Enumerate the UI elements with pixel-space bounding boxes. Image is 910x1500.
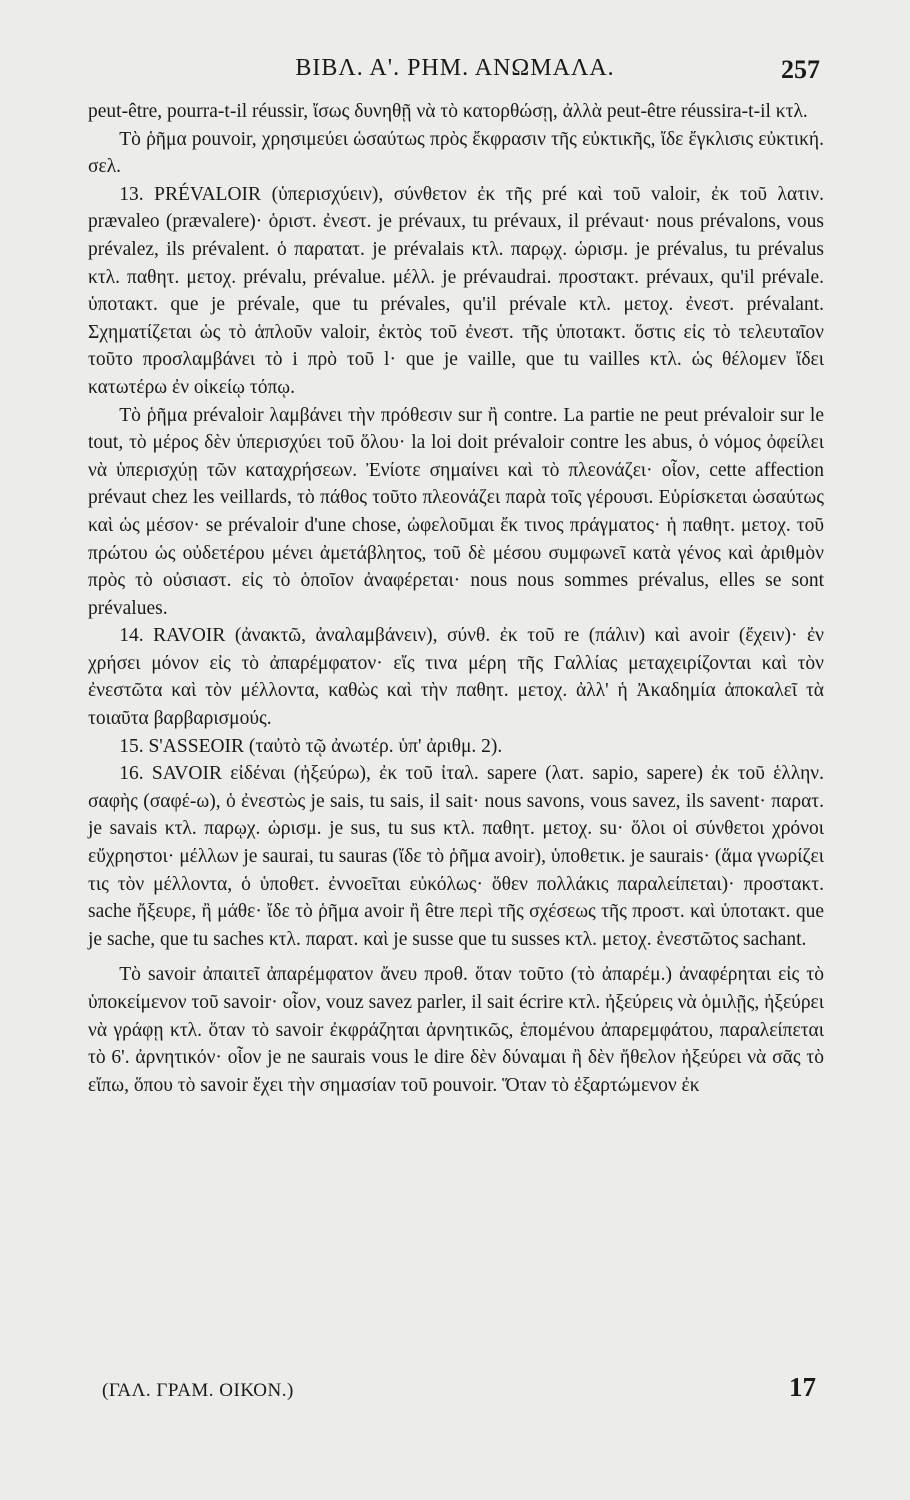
body-text: [88, 98, 824, 1099]
paragraph-entry-16-savoir: 16. SAVOIR εἰδέναι (ἠξεύρω), ἐκ τοῦ ἰταλ. sapere (λατ. sapio, sapere) ἐκ τοῦ ἑλλην. σαφὴς (σαφέ-ω), ὁ ἐνεστὼς je sais, tu sais, il sait· nous savons, vous savez, ils savent· παρατ. je savais κτλ. παρῳχ. ὡρισμ. je sus, tu sus κτλ. παθητ. μετοχ. su· ὅλοι οἱ σύνθετοι χρόνοι εὔχρηστοι· μέλλων je saurai, tu sauras (ἴδε τὸ ῥῆμα avoir), ὑποθετικ. je saurais· (ἅμα γνωρίζει τις τὸν μέλλοντα, ὁ ὑποθετ. ἐννοεῖται εὐκόλως· ὅθεν πολλάκις παραλείπεται)· προστακτ. sache ἤξευρε, ἢ μάθε· ἴδε τὸ ῥῆμα avoir ἢ être περὶ τῆς σχέσεως τῆς προστ. καὶ ὑποτακτ. que je sache, que tu saches κτλ. παρατ. καὶ je susse que tu susses κτλ. μετοχ. ἐνεστῶτος sachant.: [88, 763, 824, 950]
paragraph-savoir-usage: Τὸ savoir ἀπαιτεῖ ἀπαρέμφατον ἄνευ προθ. ὅταν τοῦτο (τὸ ἀπαρέμ.) ἀναφέρηται εἰς τὸ ὑποκείμενον τοῦ savoir· οἷον, vouz savez parler, il sait écrire κτλ. ἠξεύρεις νὰ ὁμιλῇς, ἠξεύρει νὰ γράφῃ κτλ. ὅταν τὸ savoir ἐκφράζηται ἀρνητικῶς, ἑπομένου ἀπαρεμφάτου, παραλείπεται τὸ 6'. ἀρνητικόν· οἷον je ne saurais vous le dire δὲν δύναμαι ἢ δὲν ἤθελον ἠξεύρει νὰ σᾶς τὸ εἴπω, ὅπου τὸ savoir ἔχει τὴν σημασίαν τοῦ pouvoir. Ὅταν τὸ ἐξαρτώμενον ἐκ: [88, 964, 824, 1096]
page-footer: [102, 1372, 816, 1408]
paragraph-pouvoir-note: Τὸ ῥῆμα pouvoir, χρησιμεύει ὡσαύτως πρὸς ἔκφρασιν τῆς εὐκτικῆς, ἴδε ἔγκλισις εὐκτική. σελ.: [88, 128, 824, 178]
paragraph-continuation: peut-être, pourra-t-il réussir, ἴσως δυνηθῇ νὰ τὸ κατορθώσῃ, ἀλλὰ peut-être réussira-t-il κτλ.: [88, 101, 808, 122]
paragraph-entry-13-prevaloir: 13. PRÉVALOIR (ὑπερισχύειν), σύνθετον ἐκ τῆς pré καὶ τοῦ valoir, ἐκ τοῦ λατιν. prævaleo (prævalere)· ὁριστ. ἐνεστ. je prévaux, tu prévaux, il prévaut· nous prévalons, vous prévalez, ils prévalent. ὁ παρατατ. je prévalais κτλ. παρῳχ. ὡρισμ. je prévalus, tu prévalus κτλ. παθητ. μετοχ. prévalu, prévalue. μέλλ. je prévaudrai. προστακτ. prévaux, qu'il prévale. ὑποτακτ. que je prévale, que tu prévales, qu'il prévale κτλ. μετοχ. ἐνεστ. prévalant. Σχηματίζεται ὡς τὸ ἁπλοῦν valoir, ἐκτὸς τοῦ ἐνεστ. τῆς ὑποτακτ. ὅστις εἰς τὸ τελευταῖον τοῦτο προσλαμβάνει τὸ i πρὸ τοῦ l· que je vaille, que tu vailles κτλ. ὡς θέλομεν ἴδει κατωτέρω ἐν οἰκείῳ τόπῳ.: [88, 183, 824, 398]
paragraph-entry-15-sasseoir: 15. S'ASSEOIR (ταὐτὸ τῷ ἀνωτέρ. ὑπ' ἀριθμ. 2).: [119, 735, 503, 757]
signature-mark: (ΓΑΛ. ΓΡΑΜ. ΟΙΚΟΝ.): [102, 1380, 294, 1401]
running-head: ΒΙΒΛ. Α'. ΡΗΜ. ΑΝΩΜΑΛΑ.: [295, 55, 615, 81]
paragraph-entry-14-ravoir: 14. RAVOIR (ἀνακτῶ, ἀναλαμβάνειν), σύνθ. ἐκ τοῦ re (πάλιν) καὶ avoir (ἔχειν)· ἐν χρήσει μόνον εἰς τὸ ἀπαρέμφατον· εἴς τινα μέρη τῆς Γαλλίας μεταχειρίζονται καὶ τὸν ἐνεστῶτα καὶ τὸν μέλλοντα, καθὼς καὶ τὴν παθητ. μετοχ. ἀλλ' ἡ Ἀκαδημία ἀποκαλεῖ τὰ τοιαῦτα βαρβαρισμούς.: [88, 625, 824, 730]
page-header: [90, 55, 820, 89]
signature-number: 17: [789, 1372, 816, 1402]
page-number: 257: [781, 55, 820, 84]
paragraph-prevaloir-usage: Τὸ ῥῆμα prévaloir λαμβάνει τὴν πρόθεσιν sur ἢ contre. La partie ne peut prévaloir sur le tout, τὸ μέρος δὲν ὑπερισχύει τοῦ ὅλου· la loi doit prévaloir contre les abus, ὁ νόμος ὀφείλει νὰ ὑπερισχύῃ τῶν καταχρήσεων. Ἐνίοτε σημαίνει καὶ τὸ πλεονάζει· οἷον, cette affection prévaut chez les veillards, τὸ πάθος τοῦτο πλεονάζει παρὰ τοῖς γέρουσι. Εὑρίσκεται ὡσαύτως καὶ ὡς μέσον· se prévaloir d'une chose, ὠφελοῦμαι ἔκ τινος πράγματος· ἡ παθητ. μετοχ. τοῦ πρώτου ὡς οὐδετέρου μένει ἀμετάβλητος, τοῦ δὲ μέσου συμφωνεῖ κατὰ γένος καὶ ἀριθμὸν πρὸς τὸ οὐσιαστ. εἰς τὸ ὁποῖον ἀναφέρεται· nous nous sommes prévalus, elles se sont prévalues.: [88, 404, 824, 619]
